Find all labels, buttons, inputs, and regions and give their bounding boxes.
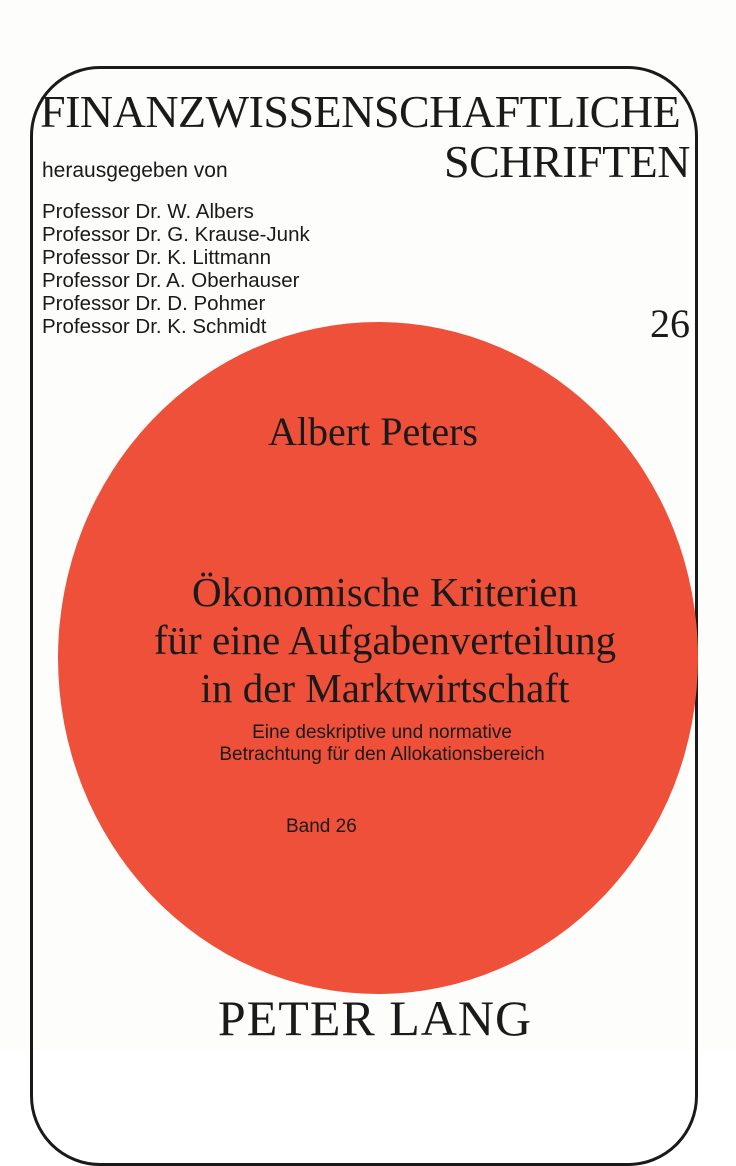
editor-intro: herausgegeben von: [42, 159, 228, 182]
editor-item: Professor Dr. A. Oberhauser: [42, 269, 300, 292]
editor-item: Professor Dr. G. Krause-Junk: [42, 223, 310, 246]
band-label: Band 26: [286, 816, 357, 837]
book-subtitle-line: Eine deskriptive und normative: [252, 722, 512, 743]
series-title-line-1: FINANZWISSENSCHAFTLICHE: [40, 86, 681, 137]
book-subtitle-line: Betrachtung für den Allokationsbereich: [219, 744, 545, 765]
editor-item: Professor Dr. W. Albers: [42, 200, 254, 223]
book-title-line: für eine Aufgabenverteilung: [153, 617, 617, 663]
book-subtitle: [0, 722, 736, 766]
editor-item: Professor Dr. K. Littmann: [42, 246, 272, 269]
volume-number: 26: [650, 301, 690, 346]
editor-list: [42, 200, 310, 338]
book-title: [0, 568, 736, 712]
publisher-name: PETER LANG: [217, 990, 533, 1046]
editor-item: Professor Dr. D. Pohmer: [42, 292, 266, 315]
book-title-line: in der Marktwirtschaft: [200, 665, 570, 711]
book-title-line: Ökonomische Kriterien: [192, 569, 578, 615]
series-title-line-2: SCHRIFTEN: [444, 136, 690, 187]
editor-item: Professor Dr. K. Schmidt: [42, 315, 267, 338]
author-name: Albert Peters: [268, 409, 478, 454]
